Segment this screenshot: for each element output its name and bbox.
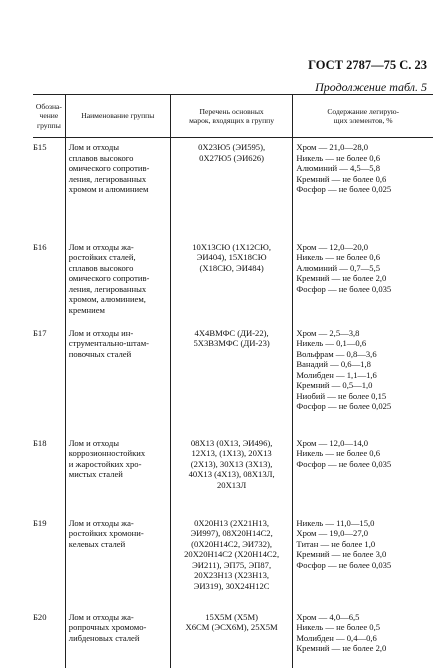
table-row xyxy=(33,514,433,608)
group-name xyxy=(65,514,170,608)
group-name xyxy=(65,434,170,514)
content-line: Кремний — не более 3,0 xyxy=(296,549,387,559)
header-line: чение xyxy=(39,111,59,121)
name-line: и жаростойких хро- xyxy=(68,458,142,469)
header-line: щих элементов, % xyxy=(333,116,393,125)
name-line: Лом и отходы жа- xyxy=(68,517,134,528)
content-line: Кремний — не более 2,0 xyxy=(296,643,387,653)
group-code: Б20 xyxy=(33,611,47,622)
name-line: повочных сталей xyxy=(68,348,132,359)
mark-line: 0Х27Ю5 (ЭИ626) xyxy=(199,152,265,163)
column-header-content xyxy=(293,95,433,138)
content-line: Никель — 11,0—15,0 xyxy=(296,517,375,528)
group-code: Б16 xyxy=(33,241,47,252)
page-header: ГОСТ 2787—75 С. 23 xyxy=(308,58,427,72)
column-header-name xyxy=(65,95,170,138)
group-name xyxy=(65,238,170,324)
name-line: струментально-штам- xyxy=(68,338,149,348)
name-line: коррозионностойких xyxy=(68,448,146,458)
alloy-scrap-table xyxy=(33,94,433,668)
group-marks xyxy=(170,324,293,434)
mark-line: ЭИ404), 15Х18СЮ xyxy=(196,252,267,262)
table-row xyxy=(33,238,433,324)
content-line: Никель — не более 0,6 xyxy=(296,252,381,262)
content-line: Кремний — не более 0,6 xyxy=(296,173,387,184)
content-line: Никель — 0,1—0,6 xyxy=(296,338,367,348)
mark-line: 15Х5М (Х5М) xyxy=(205,611,258,622)
header-line: Обозна- xyxy=(35,101,62,111)
mark-line: (0Х20Н14С2, ЭИ732), xyxy=(191,538,273,549)
group-content xyxy=(293,324,433,434)
content-line: Кремний — 0,5—1,0 xyxy=(296,380,373,390)
mark-line: 40Х13 (4Х13), 08Х13Л, xyxy=(188,469,275,479)
table-continuation-caption: Продолжение табл. 5 xyxy=(315,80,427,94)
mark-line: (2Х13), 30Х13 (3Х13), xyxy=(190,458,273,469)
content-line: Алюминий — 4,5—5,8 xyxy=(296,163,381,173)
group-marks xyxy=(170,608,293,668)
group-content xyxy=(293,238,433,324)
mark-line: 20Х13Л xyxy=(216,479,247,490)
content-line: Никель — не более 0,6 xyxy=(296,448,381,458)
content-line: Титан — не более 1,0 xyxy=(296,538,376,549)
name-line: кремнием xyxy=(68,304,105,315)
content-line: Хром — 12,0—14,0 xyxy=(296,437,369,448)
name-line: сплавов высокого xyxy=(68,152,134,163)
mark-line: ЭИ997), 08Х20Н14С2, xyxy=(190,528,273,538)
group-content xyxy=(293,514,433,608)
content-line: Фосфор — не более 0,035 xyxy=(296,559,392,570)
content-line: Никель — не более 0,6 xyxy=(296,152,381,163)
content-line: Хром — 19,0—27,0 xyxy=(296,528,369,538)
header-line: Перечень основных xyxy=(199,106,264,116)
table-row xyxy=(33,324,433,434)
name-line: Лом и отходы xyxy=(68,142,119,152)
content-line: Фосфор — не более 0,025 xyxy=(296,184,392,194)
content-line: Хром — 4,0—6,5 xyxy=(296,611,360,622)
content-line: Вольфрам — 0,8—3,6 xyxy=(296,348,377,359)
name-line: омического сопротив- xyxy=(68,273,150,283)
mark-line: ЭИ319), 30Х24Н12С xyxy=(193,580,270,591)
mark-line: 10Х13СЮ (1Х12СЮ, xyxy=(192,241,271,252)
content-line: Фосфор — не более 0,035 xyxy=(296,283,392,294)
name-line: сплавов высокого xyxy=(68,262,134,273)
column-header-marks xyxy=(170,95,293,138)
content-line: Молибден — 0,4—0,6 xyxy=(296,632,377,643)
content-line: Хром — 21,0—28,0 xyxy=(296,142,369,152)
table-row xyxy=(33,608,433,668)
group-marks xyxy=(170,514,293,608)
content-line: Молибден — 1,1—1,6 xyxy=(296,369,377,380)
mark-line: 20Х23Н13 (Х23Н13, xyxy=(194,570,270,580)
mark-line: 4Х4ВМФС (ДИ-22), xyxy=(194,327,269,338)
mark-line: 08Х13 (0Х13, ЭИ496), xyxy=(190,437,273,448)
header-line: Наименование группы xyxy=(81,111,155,121)
mark-line: 5Х3В3МФС (ДИ-23) xyxy=(193,338,270,348)
group-name xyxy=(65,324,170,434)
mark-line: 20Х20Н14С2 (Х20Н14С2, xyxy=(184,549,280,559)
name-line: ления, легированных xyxy=(68,283,147,294)
group-content xyxy=(293,434,433,514)
mark-line: 0Х23Ю5 (ЭИ595), xyxy=(198,142,266,152)
content-line: Ниобий — не более 0,15 xyxy=(296,390,387,401)
name-line: ления, легированных xyxy=(68,173,147,184)
content-line: Ванадий — 0,6—1,8 xyxy=(296,359,371,369)
name-line: хромом, алюминием, xyxy=(68,294,146,304)
name-line: Лом и отходы ин- xyxy=(68,327,134,338)
mark-line: 0Х20Н13 (2Х21Н13, xyxy=(194,517,270,528)
group-name xyxy=(65,138,170,238)
group-content xyxy=(293,138,433,238)
content-line: Алюминий — 0,7—5,5 xyxy=(296,262,381,273)
group-marks xyxy=(170,434,293,514)
name-line: ростойких сталей, xyxy=(68,252,136,262)
group-code: Б19 xyxy=(33,517,47,528)
name-line: Лом и отходы жа- xyxy=(68,611,134,622)
group-code: Б17 xyxy=(33,327,47,338)
table-row xyxy=(33,434,433,514)
name-line: мистых сталей xyxy=(68,469,123,479)
content-line: Фосфор — не более 0,025 xyxy=(296,401,392,411)
group-code: Б18 xyxy=(33,437,47,448)
mark-line: ЭИ211), ЭП75, ЭП87, xyxy=(192,559,272,570)
name-line: келевых сталей xyxy=(68,538,126,549)
name-line: ростойких хромони- xyxy=(68,528,144,538)
header-line: группы xyxy=(36,120,61,130)
mark-line: 12Х13, (1Х13), 20Х13 xyxy=(191,448,272,458)
group-name xyxy=(65,608,170,668)
name-line: ропрочных хромомо- xyxy=(68,622,147,632)
mark-line: Х6СМ (ЭСХ6М), 25Х5М xyxy=(185,622,278,632)
column-header-code xyxy=(33,95,65,138)
header-line: Содержание легирую- xyxy=(327,106,400,116)
group-marks xyxy=(170,238,293,324)
header-line: марок, входящих в группу xyxy=(189,116,275,125)
name-line: либденовых сталей xyxy=(68,632,140,643)
name-line: хромом и алюминием xyxy=(68,184,149,194)
group-marks xyxy=(170,138,293,238)
group-content xyxy=(293,608,433,668)
name-line: Лом и отходы жа- xyxy=(68,241,134,252)
table-row xyxy=(33,138,433,238)
content-line: Хром — 2,5—3,8 xyxy=(296,327,360,338)
name-line: Лом и отходы xyxy=(68,437,119,448)
content-line: Кремний — не более 2,0 xyxy=(296,273,387,283)
content-line: Фосфор — не более 0,035 xyxy=(296,458,392,469)
group-code: Б15 xyxy=(33,142,47,152)
name-line: омического сопротив- xyxy=(68,163,150,173)
content-line: Никель — не более 0,5 xyxy=(296,622,381,632)
mark-line: (Х18СЮ, ЭИ484) xyxy=(199,262,264,273)
table-header-row xyxy=(33,95,433,138)
content-line: Хром — 12,0—20,0 xyxy=(296,241,369,252)
